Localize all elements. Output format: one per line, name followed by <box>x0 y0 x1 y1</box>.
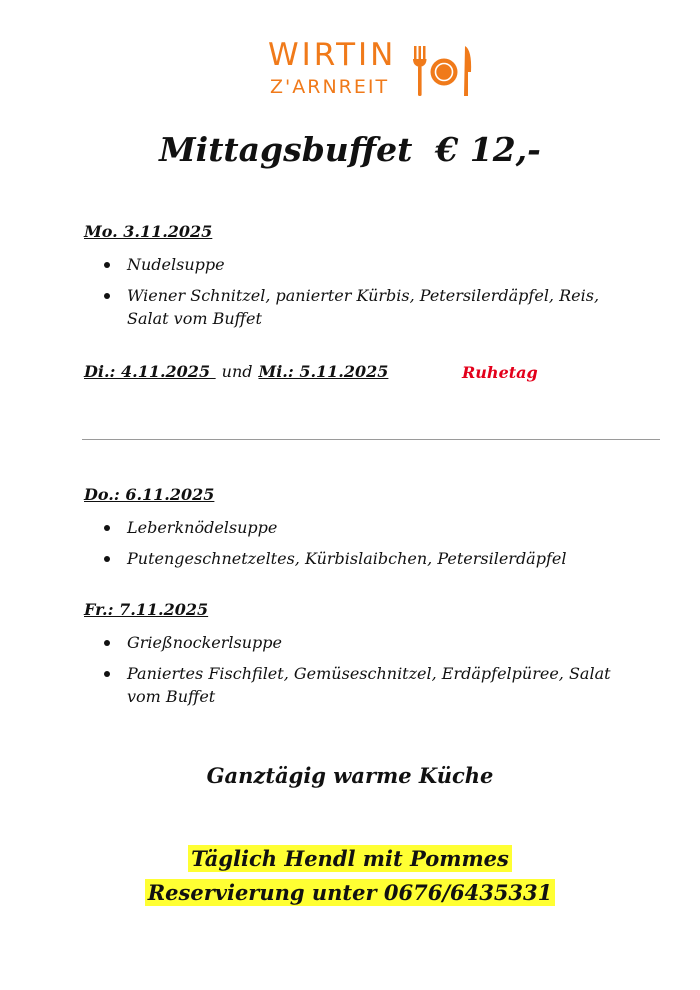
day-heading-thursday: Do.: 6.11.2025 <box>84 485 215 504</box>
day-heading-monday: Mo. 3.11.2025 <box>84 222 213 241</box>
logo-wordmark: WIRTIN <box>268 37 397 73</box>
connector-text: und <box>221 362 253 381</box>
bullet-icon <box>104 293 110 299</box>
bullet-icon <box>104 671 110 677</box>
dish-list-monday <box>100 253 640 338</box>
dish-text: Paniertes Fischfilet, Gemüseschnitzel, Erdäpfelpüree, Salat vom Buffet <box>127 664 611 706</box>
list-item <box>100 284 640 330</box>
daily-special-text: Täglich Hendl mit Pommes <box>188 845 512 872</box>
list-item <box>100 253 640 276</box>
fork-plate-knife-icon <box>410 42 476 98</box>
list-item <box>100 631 640 654</box>
dish-text: Putengeschnetzeltes, Kürbislaibchen, Petersilerdäpfel <box>127 549 567 568</box>
daily-special-line <box>0 846 700 871</box>
bullet-icon <box>104 640 110 646</box>
closed-label: Ruhetag <box>462 363 538 382</box>
logo-subtitle: Z'ARNREIT <box>270 76 390 98</box>
day-heading-tuesday: Di.: 4.11.2025 <box>84 362 216 381</box>
bullet-icon <box>104 262 110 268</box>
dish-text: Wiener Schnitzel, panierter Kürbis, Petersilerdäpfel, Reis, Salat vom Buffet <box>127 286 600 328</box>
dish-text: Grießnockerlsuppe <box>127 633 282 652</box>
dish-text: Nudelsuppe <box>127 255 225 274</box>
dish-list-friday <box>100 631 640 716</box>
day-heading-friday: Fr.: 7.11.2025 <box>84 600 209 619</box>
logo <box>268 37 478 104</box>
closed-days-row <box>84 362 388 381</box>
bullet-icon <box>104 525 110 531</box>
reservation-line <box>0 880 700 905</box>
warm-kitchen-note: Ganztägig warme Küche <box>206 763 494 788</box>
menu-title: Mittagsbuffet € 12,- <box>159 130 541 169</box>
dish-text: Leberknödelsuppe <box>127 518 278 537</box>
list-item <box>100 516 640 539</box>
list-item <box>100 547 640 570</box>
list-item <box>100 662 640 708</box>
section-divider <box>82 439 660 440</box>
dish-list-thursday <box>100 516 640 578</box>
bullet-icon <box>104 556 110 562</box>
day-heading-wednesday: Mi.: 5.11.2025 <box>258 362 389 381</box>
reservation-text: Reservierung unter 0676/6435331 <box>145 879 556 906</box>
